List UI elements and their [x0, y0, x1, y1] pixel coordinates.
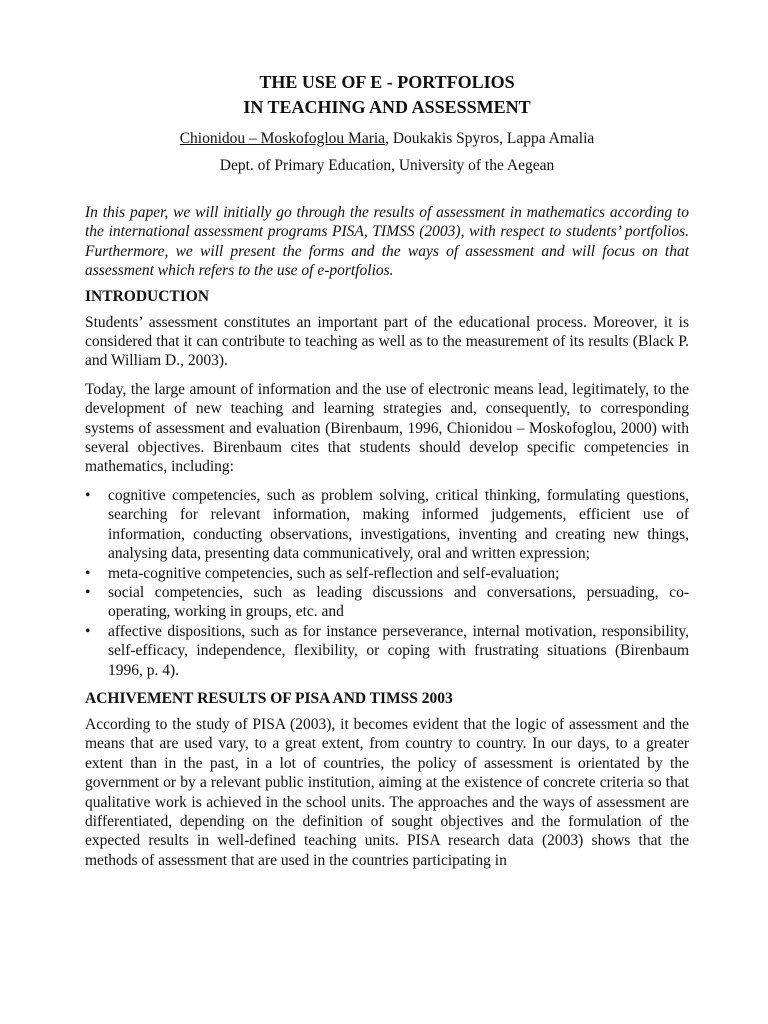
list-item-text: affective dispositions, such as for instance perseverance, internal motivation, responsibility, self-efficacy, independence, flexibility, or coping with frustrating situations (Birenbaum 1996, p. 4).	[108, 622, 689, 679]
achievement-paragraph-1: According to the study of PISA (2003), it becomes evident that the logic of assessment and the means that are used vary, to a great extent, from country to country. In our days, to a greater extent than in the past, in a lot of countries, the policy of assessment is orientated by the government or by a relevant public institution, aiming at the existence of concrete criteria so that qualitative work is achieved in the school units. The approaches and the ways of assessment are differentiated, depending on the definition of sought objectives and the formulation of the expected results in well-defined teaching units. PISA research data (2003) shows that the methods of assessment that are used in the countries participating in	[85, 715, 689, 869]
achievement-heading: ACHIVEMENT RESULTS OF PISA AND TIMSS 2003	[85, 689, 453, 707]
competencies-list	[85, 486, 689, 680]
other-authors: , Doukakis Spyros, Lappa Amalia	[385, 130, 595, 147]
introduction-paragraph-2: Today, the large amount of information and the use of electronic means lead, legitimately, to the development of new teaching and learning strategies and, consequently, to corresponding systems of assessment and evaluation (Birenbaum, 1996, Chionidou – Moskofoglou, 2000) with several objectives. Birenbaum cites that students should develop specific competencies in mathematics, including:	[85, 380, 689, 476]
introduction-paragraph-1: Students’ assessment constitutes an important part of the educational process. Moreover, it is considered that it can contribute to teaching as well as to the measurement of its results (Black P. and William D., 2003).	[85, 313, 689, 370]
list-item	[85, 564, 689, 583]
list-item	[85, 486, 689, 564]
introduction-heading: INTRODUCTION	[85, 287, 210, 305]
bullet-icon: •	[85, 564, 91, 582]
bullet-icon: •	[85, 622, 91, 640]
list-item-text: meta-cognitive competencies, such as self-reflection and self-evaluation;	[108, 564, 560, 582]
first-author: Chionidou – Moskofoglou Maria	[179, 130, 386, 147]
abstract: In this paper, we will initially go through the results of assessment in mathematics according to the international assessment programs PISA, TIMSS (2003), with respect to students’ portfolios. Furthermore, we will present the forms and the ways of assessment and will focus on that assessment which refers to the use of e-portfolios.	[85, 204, 689, 280]
authors-line	[85, 128, 689, 149]
bullet-icon: •	[85, 486, 91, 504]
paper-title-line-1: THE USE OF E - PORTFOLIOS	[259, 72, 515, 92]
paper-page	[85, 70, 689, 879]
list-item-text: social competencies, such as leading discussions and conversations, persuading, co-operating, working in groups, etc. and	[108, 583, 689, 621]
paper-title-line-2: IN TEACHING AND ASSESSMENT	[243, 97, 531, 117]
affiliation: Dept. of Primary Education, University of the Aegean	[219, 157, 555, 174]
bullet-icon: •	[85, 583, 91, 601]
list-item	[85, 622, 689, 680]
list-item-text: cognitive competencies, such as problem solving, critical thinking, formulating questions, searching for relevant information, making informed judgements, efficient use of information, conducting observations, investigations, inventing and creating new things, analysing data, presenting data communicatively, oral and written expression;	[108, 486, 689, 563]
list-item	[85, 583, 689, 622]
